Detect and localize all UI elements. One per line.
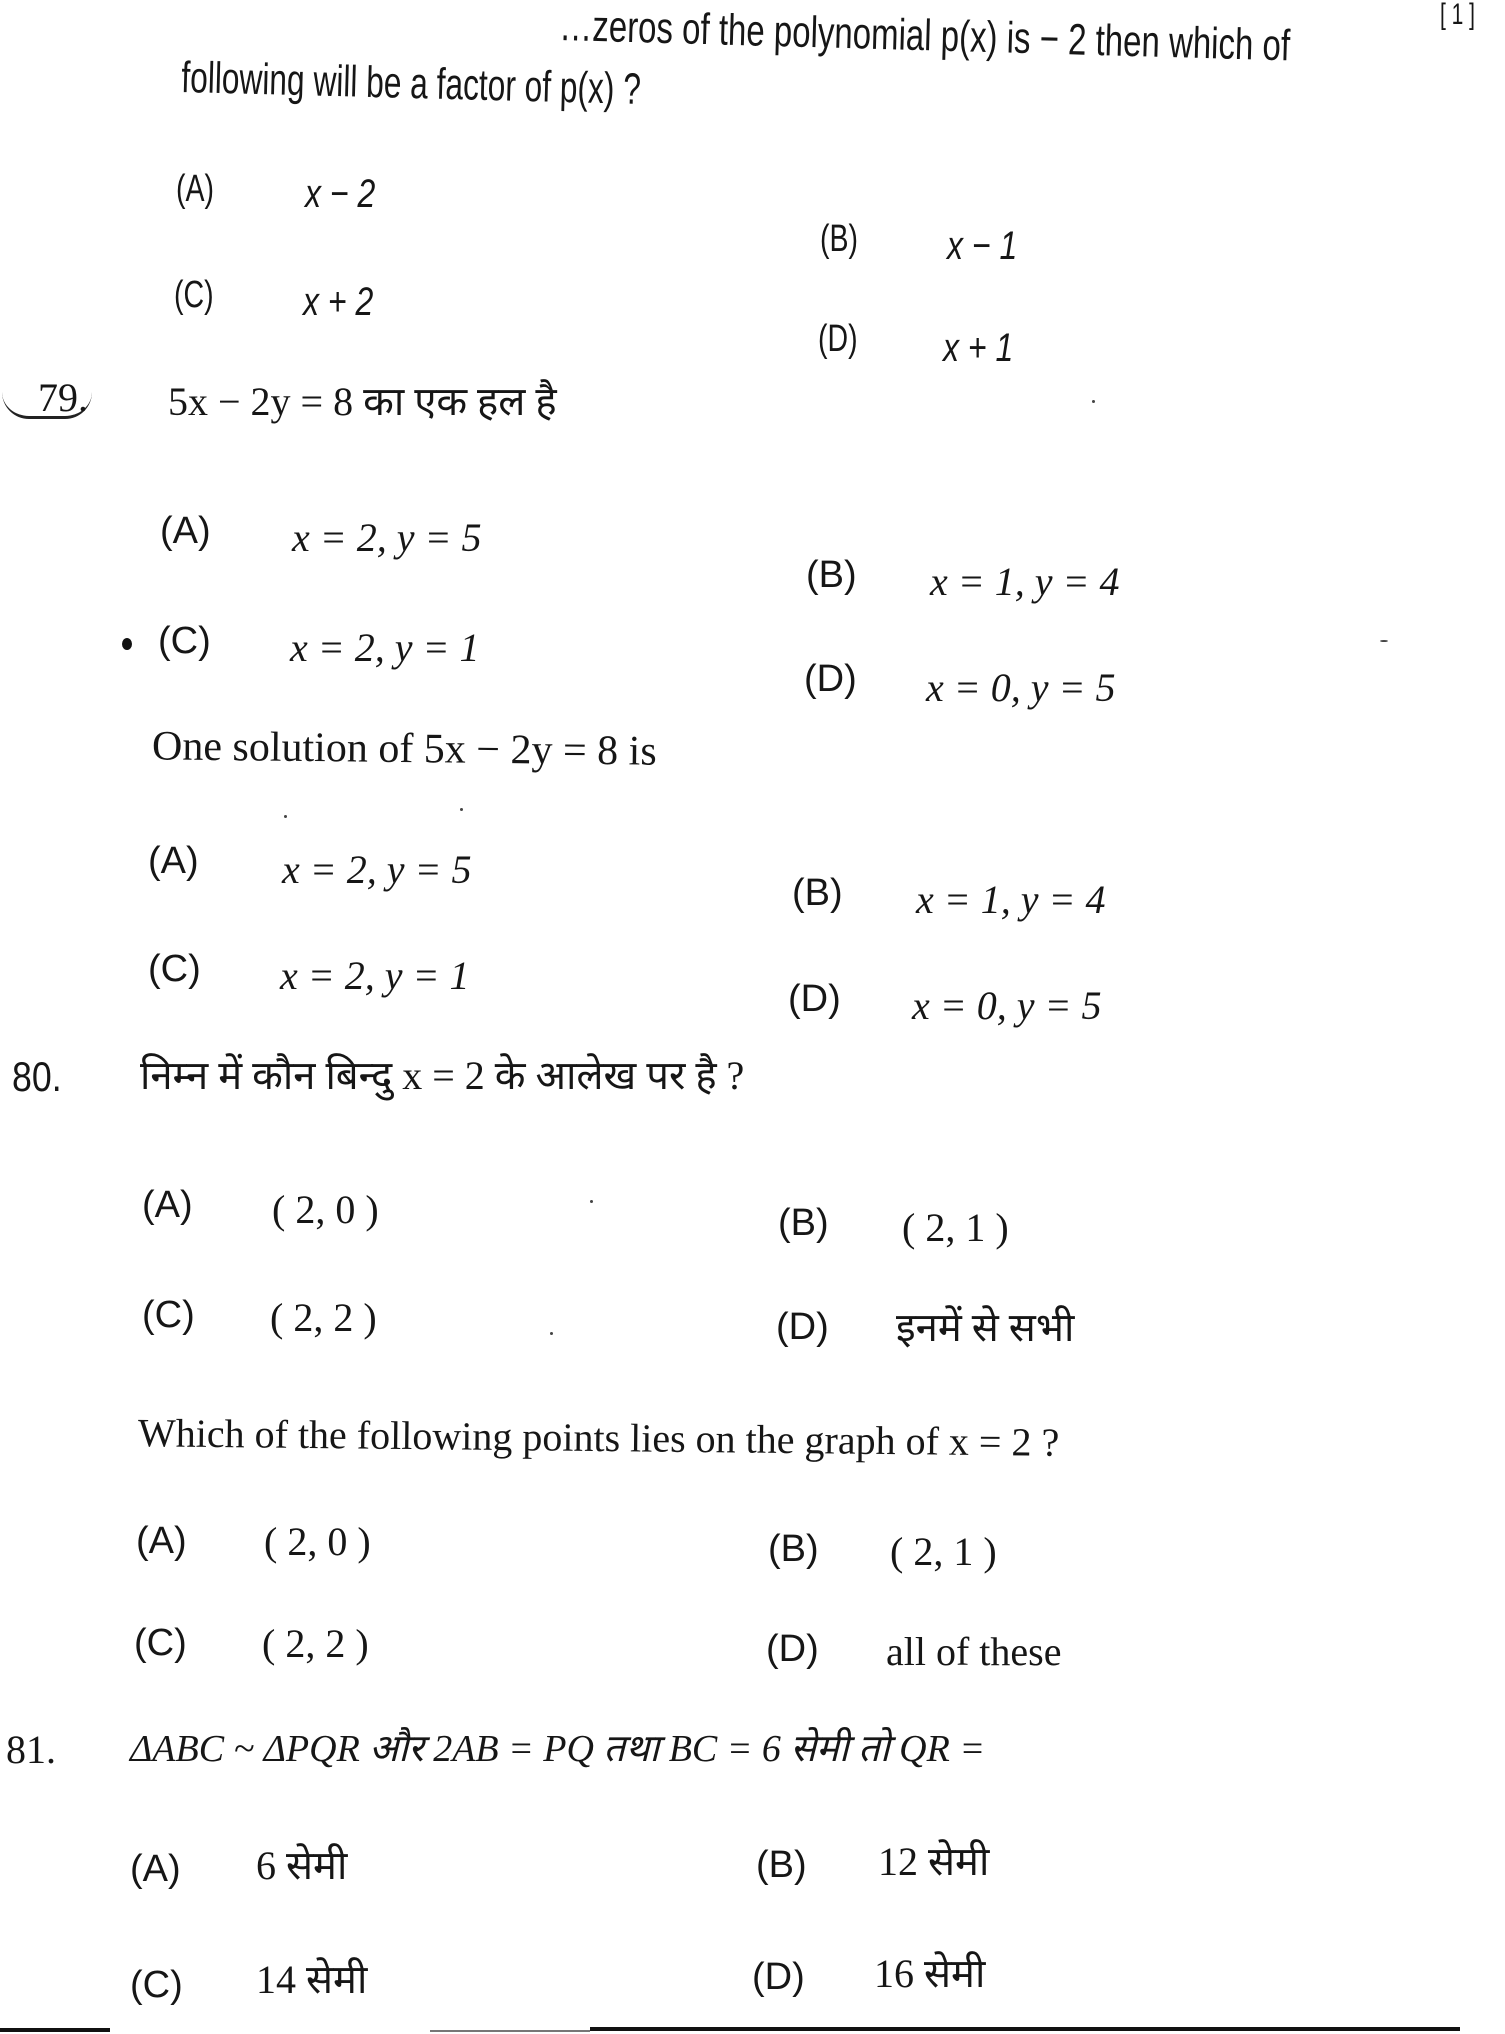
bottom-rule-mid-light [430,2030,590,2032]
q80e-option-c-value: ( 2, 2 ) [262,1621,369,1666]
q78-option-b-value: x − 1 [947,224,1018,268]
page-marker: [ 1 ] [1440,0,1476,31]
q80-number: 80. [12,1053,62,1100]
q80h-option-d-value: इनमें से सभी [896,1305,1075,1350]
q81-option-d-value: 16 सेमी [874,1951,986,1996]
speck [590,1200,593,1203]
q80h-option-c-value: ( 2, 2 ) [270,1295,377,1340]
q79e-option-d-label: (D) [788,978,841,1020]
q80h-option-d-label: (D) [776,1306,829,1348]
bottom-rule-right [590,2027,1460,2031]
q78-option-b-label: (B) [820,218,858,260]
q80h-option-a-label: (A) [142,1184,193,1226]
q80e-option-b-value: ( 2, 1 ) [890,1529,997,1574]
q79e-option-d-value: x = 0, y = 5 [912,983,1102,1028]
q79h-option-a-value: x = 2, y = 5 [292,515,482,560]
q81-option-d-label: (D) [752,1956,805,1998]
q80h-option-b-label: (B) [778,1202,829,1244]
q78-option-c-label: (C) [174,274,214,316]
bottom-rule-left [0,2028,110,2032]
q79e-option-a-value: x = 2, y = 5 [282,847,472,892]
q80e-option-d-value: all of these [886,1629,1062,1674]
q79h-option-d-label: (D) [804,658,857,700]
q79-stem-english: One solution of 5x − 2y = 8 is [151,723,657,775]
q80e-option-c-label: (C) [134,1622,187,1664]
q81-stem-hindi: ΔABC ~ ΔPQR और 2AB = PQ तथा BC = 6 सेमी तो QR = [130,1728,985,1770]
q78-option-a-value: x − 2 [305,172,376,216]
q80-stem-english: Which of the following points lies on the graph of x = 2 ? [137,1410,1060,1465]
q81-option-b-label: (B) [756,1844,807,1886]
q81-option-b-value: 12 सेमी [878,1839,990,1884]
q81-number: 81. [6,1727,56,1772]
q81-option-a-label: (A) [130,1848,181,1890]
q81-option-c-value: 14 सेमी [256,1957,368,2002]
q78-stem-line2: following will be a factor of p(x) ? [180,53,642,115]
q78-stem-line1: …zeros of the polynomial p(x) is − 2 then which of [558,1,1291,71]
q79h-option-c-value: x = 2, y = 1 [290,625,480,670]
speck [460,808,463,811]
q79e-option-b-label: (B) [792,872,843,914]
q79e-option-b-value: x = 1, y = 4 [916,877,1106,922]
q80e-option-a-value: ( 2, 0 ) [264,1519,371,1564]
q78-option-c-value: x + 2 [303,280,374,324]
q79e-option-a-label: (A) [148,840,199,882]
q79h-option-d-value: x = 0, y = 5 [926,665,1116,710]
q79h-option-a-label: (A) [160,510,211,552]
speck [550,1332,553,1335]
q78-option-d-value: x + 1 [943,326,1014,370]
speck [1380,640,1388,642]
speck [284,815,287,818]
q79h-option-c-label: (C) [158,620,211,662]
q79-number: 79. [38,375,88,420]
q81-option-c-label: (C) [130,1964,183,2006]
q79h-option-b-value: x = 1, y = 4 [930,559,1120,604]
q79-stem-hindi: 5x − 2y = 8 का एक हल है [168,379,557,424]
q79e-option-c-value: x = 2, y = 1 [280,953,470,998]
q78-option-d-label: (D) [818,318,858,360]
q80-stem-hindi: निम्न में कौन बिन्दु x = 2 के आलेख पर है ? [140,1053,745,1098]
q80e-option-b-label: (B) [768,1528,819,1570]
q81-option-a-value: 6 सेमी [256,1843,348,1888]
q79h-option-b-label: (B) [806,554,857,596]
speck [1092,400,1095,403]
q80e-option-d-label: (D) [766,1628,819,1670]
q80h-option-c-label: (C) [142,1294,195,1336]
q80e-option-a-label: (A) [136,1520,187,1562]
q80h-option-b-value: ( 2, 1 ) [902,1205,1009,1250]
q79e-option-c-label: (C) [148,948,201,990]
q80h-option-a-value: ( 2, 0 ) [272,1187,379,1232]
q78-option-a-label: (A) [176,168,214,210]
answer-mark-dot [122,638,132,650]
